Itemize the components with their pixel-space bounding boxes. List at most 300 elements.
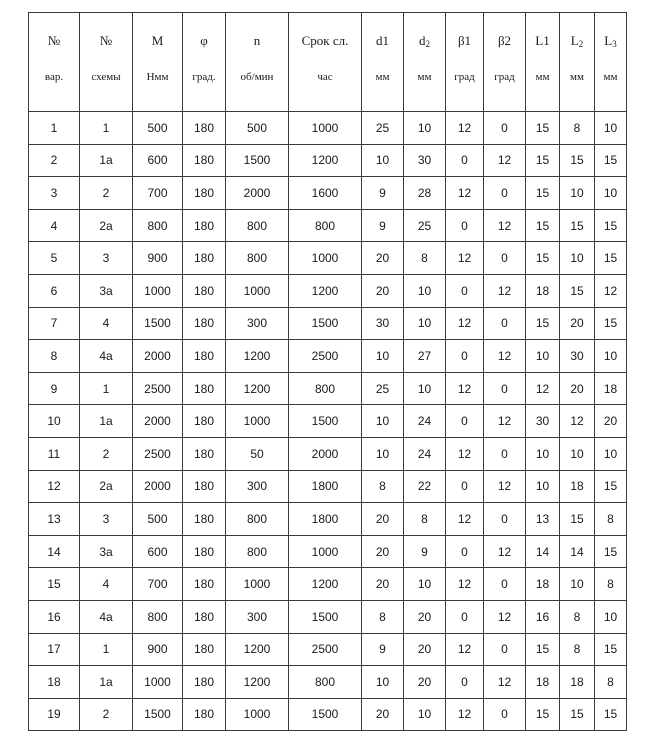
- table-cell: 10: [526, 437, 560, 470]
- table-cell: 18: [29, 666, 80, 699]
- table-cell: 1а: [80, 144, 133, 177]
- table-row: [29, 405, 627, 438]
- table-cell: 180: [183, 242, 226, 275]
- table-cell: 8: [29, 340, 80, 373]
- table-cell: 8: [595, 666, 627, 699]
- table-cell: 180: [183, 503, 226, 536]
- table-cell: 1600: [289, 177, 362, 210]
- table-cell: 1500: [289, 600, 362, 633]
- header-unit: час: [317, 71, 333, 83]
- table-cell: 22: [404, 470, 446, 503]
- header-cell: [560, 13, 595, 112]
- table-cell: 20: [404, 666, 446, 699]
- table-row: [29, 209, 627, 242]
- table-cell: 12: [446, 177, 484, 210]
- header-cell: [289, 13, 362, 112]
- table-cell: 12: [484, 405, 526, 438]
- table-cell: 10: [595, 600, 627, 633]
- table-cell: 8: [595, 503, 627, 536]
- table-cell: 12: [446, 503, 484, 536]
- table-cell: 10: [362, 405, 404, 438]
- table-cell: 2500: [289, 340, 362, 373]
- table-cell: 5: [29, 242, 80, 275]
- table-cell: 800: [289, 666, 362, 699]
- table-cell: 12: [484, 600, 526, 633]
- table-cell: 24: [404, 437, 446, 470]
- table-cell: 12: [484, 209, 526, 242]
- table-cell: 12: [484, 274, 526, 307]
- table-cell: 0: [484, 633, 526, 666]
- table-cell: 10: [404, 698, 446, 731]
- header-unit: мм: [375, 71, 390, 83]
- table-cell: 24: [404, 405, 446, 438]
- table-cell: 0: [484, 437, 526, 470]
- header-label: β1: [457, 33, 472, 48]
- table-cell: 1000: [226, 274, 289, 307]
- table-cell: 15: [526, 307, 560, 340]
- table-cell: 2500: [133, 372, 183, 405]
- table-cell: 10: [560, 437, 595, 470]
- table-cell: 500: [133, 112, 183, 145]
- table-cell: 15: [526, 144, 560, 177]
- table-cell: 0: [484, 307, 526, 340]
- table-cell: 15: [526, 698, 560, 731]
- table-cell: 1: [29, 112, 80, 145]
- header-unit: град.: [192, 71, 216, 83]
- table-cell: 9: [362, 633, 404, 666]
- table-cell: 20: [560, 372, 595, 405]
- header-label: №: [99, 33, 113, 48]
- table-cell: 4: [29, 209, 80, 242]
- table-cell: 1а: [80, 666, 133, 699]
- table-cell: 10: [362, 144, 404, 177]
- table-cell: 9: [29, 372, 80, 405]
- table-cell: 1200: [226, 633, 289, 666]
- table-row: [29, 470, 627, 503]
- table-row: [29, 633, 627, 666]
- table-cell: 9: [362, 209, 404, 242]
- table-cell: 800: [133, 209, 183, 242]
- table-cell: 50: [226, 437, 289, 470]
- table-cell: 2000: [226, 177, 289, 210]
- table-cell: 2000: [133, 470, 183, 503]
- table-cell: 15: [595, 209, 627, 242]
- table-cell: 600: [133, 144, 183, 177]
- table-cell: 2000: [133, 340, 183, 373]
- table-cell: 28: [404, 177, 446, 210]
- table-cell: 13: [526, 503, 560, 536]
- table-cell: 12: [446, 307, 484, 340]
- table-cell: 1а: [80, 405, 133, 438]
- table-cell: 15: [29, 568, 80, 601]
- table-cell: 15: [595, 470, 627, 503]
- table-cell: 180: [183, 666, 226, 699]
- table-row: [29, 503, 627, 536]
- header-row: [29, 13, 627, 112]
- table-cell: 0: [446, 405, 484, 438]
- header-unit: град: [454, 71, 475, 83]
- table-row: [29, 698, 627, 731]
- table-cell: 1800: [289, 503, 362, 536]
- header-cell: [446, 13, 484, 112]
- table-cell: 1: [80, 633, 133, 666]
- table-cell: 1500: [226, 144, 289, 177]
- table-cell: 1200: [226, 372, 289, 405]
- table-cell: 30: [362, 307, 404, 340]
- table-cell: 14: [560, 535, 595, 568]
- table-cell: 12: [484, 340, 526, 373]
- table-cell: 4: [80, 568, 133, 601]
- table-cell: 180: [183, 698, 226, 731]
- table-cell: 0: [446, 144, 484, 177]
- table-cell: 180: [183, 633, 226, 666]
- table-cell: 20: [362, 568, 404, 601]
- header-unit: об/мин: [240, 71, 274, 83]
- table-cell: 0: [484, 112, 526, 145]
- table-cell: 18: [560, 470, 595, 503]
- table-cell: 15: [595, 307, 627, 340]
- table-cell: 2: [80, 177, 133, 210]
- table-cell: 3а: [80, 535, 133, 568]
- table-cell: 10: [595, 437, 627, 470]
- header-label: $L_2$: [570, 33, 584, 49]
- header-label: L1: [535, 33, 550, 48]
- table-cell: 800: [133, 600, 183, 633]
- table-cell: 8: [560, 600, 595, 633]
- table-cell: 20: [595, 405, 627, 438]
- table-cell: 1000: [133, 274, 183, 307]
- table-cell: 1800: [289, 470, 362, 503]
- header-unit: вар.: [44, 71, 64, 83]
- table-cell: 1200: [226, 666, 289, 699]
- table-cell: 27: [404, 340, 446, 373]
- table-cell: 15: [560, 698, 595, 731]
- table-cell: 11: [29, 437, 80, 470]
- table-cell: 2: [80, 437, 133, 470]
- table-cell: 180: [183, 568, 226, 601]
- table-cell: 18: [595, 372, 627, 405]
- table-body: [29, 112, 627, 731]
- header-cell: [183, 13, 226, 112]
- table-cell: 0: [446, 274, 484, 307]
- table-cell: 1000: [226, 698, 289, 731]
- table-cell: 8: [404, 242, 446, 275]
- table-cell: 180: [183, 144, 226, 177]
- table-cell: 15: [526, 209, 560, 242]
- table-row: [29, 372, 627, 405]
- table-cell: 8: [404, 503, 446, 536]
- table-cell: 15: [595, 633, 627, 666]
- table-cell: 180: [183, 340, 226, 373]
- table-cell: 12: [484, 470, 526, 503]
- header-unit: схемы: [91, 71, 121, 83]
- table-cell: 2500: [133, 437, 183, 470]
- table-cell: 1000: [289, 112, 362, 145]
- table-cell: 0: [446, 600, 484, 633]
- table-row: [29, 437, 627, 470]
- table-cell: 10: [595, 340, 627, 373]
- header-cell: [484, 13, 526, 112]
- table-cell: 13: [29, 503, 80, 536]
- table-cell: 0: [446, 666, 484, 699]
- table-cell: 3: [29, 177, 80, 210]
- table-cell: 8: [595, 568, 627, 601]
- table-cell: 1200: [289, 568, 362, 601]
- table-cell: 10: [595, 177, 627, 210]
- variants-table: [28, 12, 627, 731]
- header-cell: [133, 13, 183, 112]
- header-unit: мм: [603, 71, 618, 83]
- table-cell: 15: [526, 112, 560, 145]
- header-unit: Нмм: [146, 71, 169, 83]
- table-cell: 12: [560, 405, 595, 438]
- header-label: $d_2$: [419, 33, 430, 49]
- table-cell: 1000: [226, 568, 289, 601]
- table-cell: 800: [226, 535, 289, 568]
- table-cell: 900: [133, 242, 183, 275]
- table-row: [29, 144, 627, 177]
- table-cell: 20: [362, 503, 404, 536]
- header-cell: [595, 13, 627, 112]
- table-cell: 10: [29, 405, 80, 438]
- table-cell: 180: [183, 177, 226, 210]
- table-cell: 7: [29, 307, 80, 340]
- table-cell: 15: [595, 535, 627, 568]
- table-cell: 0: [446, 470, 484, 503]
- table-cell: 19: [29, 698, 80, 731]
- table-cell: 2а: [80, 209, 133, 242]
- table-cell: 30: [560, 340, 595, 373]
- header-cell: [404, 13, 446, 112]
- table-cell: 1000: [289, 242, 362, 275]
- table-cell: 12: [484, 666, 526, 699]
- table-row: [29, 340, 627, 373]
- table-cell: 25: [362, 372, 404, 405]
- table-cell: 16: [29, 600, 80, 633]
- table-cell: 15: [560, 209, 595, 242]
- table-cell: 15: [526, 177, 560, 210]
- header-label: $L_3$: [604, 33, 617, 49]
- table-cell: 12: [595, 274, 627, 307]
- table-cell: 15: [560, 274, 595, 307]
- table-cell: 2000: [133, 405, 183, 438]
- table-cell: 14: [526, 535, 560, 568]
- header-label: d1: [376, 33, 389, 48]
- header-cell: [362, 13, 404, 112]
- table-cell: 12: [484, 144, 526, 177]
- table-cell: 6: [29, 274, 80, 307]
- header-cell: [526, 13, 560, 112]
- table-cell: 1500: [289, 405, 362, 438]
- table-cell: 12: [484, 535, 526, 568]
- table-cell: 0: [484, 372, 526, 405]
- table-cell: 1500: [133, 698, 183, 731]
- header-label: β2: [497, 33, 512, 48]
- table-cell: 2: [29, 144, 80, 177]
- table-cell: 10: [404, 112, 446, 145]
- table-cell: 18: [526, 568, 560, 601]
- table-cell: 8: [560, 112, 595, 145]
- table-row: [29, 568, 627, 601]
- table-cell: 12: [446, 698, 484, 731]
- table-row: [29, 535, 627, 568]
- table-cell: 4а: [80, 600, 133, 633]
- table-cell: 0: [484, 177, 526, 210]
- table-cell: 10: [560, 568, 595, 601]
- table-cell: 1000: [226, 405, 289, 438]
- table-cell: 0: [484, 698, 526, 731]
- table-cell: 12: [446, 112, 484, 145]
- header-label: Срок сл.: [301, 33, 349, 48]
- table-cell: 180: [183, 405, 226, 438]
- table-row: [29, 600, 627, 633]
- table-cell: 180: [183, 600, 226, 633]
- table-cell: 4: [80, 307, 133, 340]
- table-cell: 15: [526, 242, 560, 275]
- table-cell: 8: [362, 600, 404, 633]
- table-row: [29, 666, 627, 699]
- table-cell: 2: [80, 698, 133, 731]
- table-cell: 2а: [80, 470, 133, 503]
- table-row: [29, 242, 627, 275]
- header-unit: град: [494, 71, 515, 83]
- table-cell: 1500: [289, 698, 362, 731]
- table-cell: 10: [362, 666, 404, 699]
- table-cell: 300: [226, 307, 289, 340]
- table-cell: 10: [560, 177, 595, 210]
- table-cell: 180: [183, 535, 226, 568]
- table-cell: 180: [183, 372, 226, 405]
- table-cell: 180: [183, 307, 226, 340]
- table-cell: 10: [404, 372, 446, 405]
- table-cell: 500: [226, 112, 289, 145]
- table-cell: 12: [29, 470, 80, 503]
- table-cell: 8: [560, 633, 595, 666]
- table-cell: 30: [526, 405, 560, 438]
- table-cell: 20: [560, 307, 595, 340]
- table-cell: 25: [404, 209, 446, 242]
- table-cell: 15: [595, 242, 627, 275]
- table-cell: 2000: [289, 437, 362, 470]
- table-cell: 300: [226, 600, 289, 633]
- table-cell: 10: [560, 242, 595, 275]
- table-cell: 18: [526, 274, 560, 307]
- table-cell: 180: [183, 112, 226, 145]
- table-cell: 700: [133, 568, 183, 601]
- table-cell: 10: [526, 470, 560, 503]
- table-cell: 900: [133, 633, 183, 666]
- table-cell: 180: [183, 209, 226, 242]
- table-cell: 800: [226, 242, 289, 275]
- table-cell: 180: [183, 274, 226, 307]
- table-cell: 800: [226, 503, 289, 536]
- table-row: [29, 274, 627, 307]
- header-unit: мм: [570, 71, 584, 83]
- table-cell: 12: [446, 242, 484, 275]
- table-cell: 600: [133, 535, 183, 568]
- table-cell: 10: [362, 437, 404, 470]
- table-cell: 10: [404, 307, 446, 340]
- table-cell: 12: [446, 437, 484, 470]
- table-cell: 800: [289, 372, 362, 405]
- table-cell: 1: [80, 112, 133, 145]
- table-cell: 4а: [80, 340, 133, 373]
- table-cell: 18: [560, 666, 595, 699]
- table-cell: 30: [404, 144, 446, 177]
- table-cell: 1: [80, 372, 133, 405]
- header-cell: [29, 13, 80, 112]
- table-cell: 0: [446, 535, 484, 568]
- table-cell: 10: [404, 568, 446, 601]
- table-cell: 700: [133, 177, 183, 210]
- table-cell: 20: [362, 698, 404, 731]
- table-cell: 0: [446, 340, 484, 373]
- table-cell: 20: [404, 600, 446, 633]
- table-cell: 20: [362, 535, 404, 568]
- table-cell: 12: [446, 372, 484, 405]
- table-row: [29, 307, 627, 340]
- table-cell: 0: [446, 209, 484, 242]
- table-cell: 10: [404, 274, 446, 307]
- table-cell: 1200: [289, 274, 362, 307]
- header-label: n: [253, 33, 261, 48]
- table-row: [29, 177, 627, 210]
- table-cell: 0: [484, 242, 526, 275]
- table-row: [29, 112, 627, 145]
- table-cell: 12: [446, 633, 484, 666]
- table-cell: 300: [226, 470, 289, 503]
- table-cell: 18: [526, 666, 560, 699]
- table-cell: 15: [560, 503, 595, 536]
- table-cell: 3а: [80, 274, 133, 307]
- table-cell: 1200: [289, 144, 362, 177]
- table-cell: 9: [362, 177, 404, 210]
- table-cell: 3: [80, 503, 133, 536]
- table-cell: 10: [526, 340, 560, 373]
- table-cell: 500: [133, 503, 183, 536]
- table-cell: 14: [29, 535, 80, 568]
- table-cell: 20: [362, 242, 404, 275]
- header-label: M: [151, 33, 164, 48]
- table-cell: 180: [183, 470, 226, 503]
- header-unit: мм: [417, 71, 432, 83]
- table-cell: 2500: [289, 633, 362, 666]
- header-label: φ: [200, 33, 208, 48]
- table-cell: 20: [362, 274, 404, 307]
- table-cell: 8: [362, 470, 404, 503]
- header-cell: [80, 13, 133, 112]
- table-cell: 15: [526, 633, 560, 666]
- table-cell: 180: [183, 437, 226, 470]
- table-cell: 10: [362, 340, 404, 373]
- table-cell: 15: [595, 144, 627, 177]
- table-cell: 16: [526, 600, 560, 633]
- table-cell: 17: [29, 633, 80, 666]
- table-cell: 15: [560, 144, 595, 177]
- table-cell: 20: [404, 633, 446, 666]
- table-cell: 1500: [133, 307, 183, 340]
- table-cell: 800: [289, 209, 362, 242]
- table-cell: 12: [526, 372, 560, 405]
- header-cell: [226, 13, 289, 112]
- header-unit: мм: [535, 71, 550, 83]
- table-cell: 0: [484, 503, 526, 536]
- table-cell: 1500: [289, 307, 362, 340]
- table-cell: 10: [595, 112, 627, 145]
- table-cell: 12: [446, 568, 484, 601]
- table-cell: 800: [226, 209, 289, 242]
- table-cell: 15: [595, 698, 627, 731]
